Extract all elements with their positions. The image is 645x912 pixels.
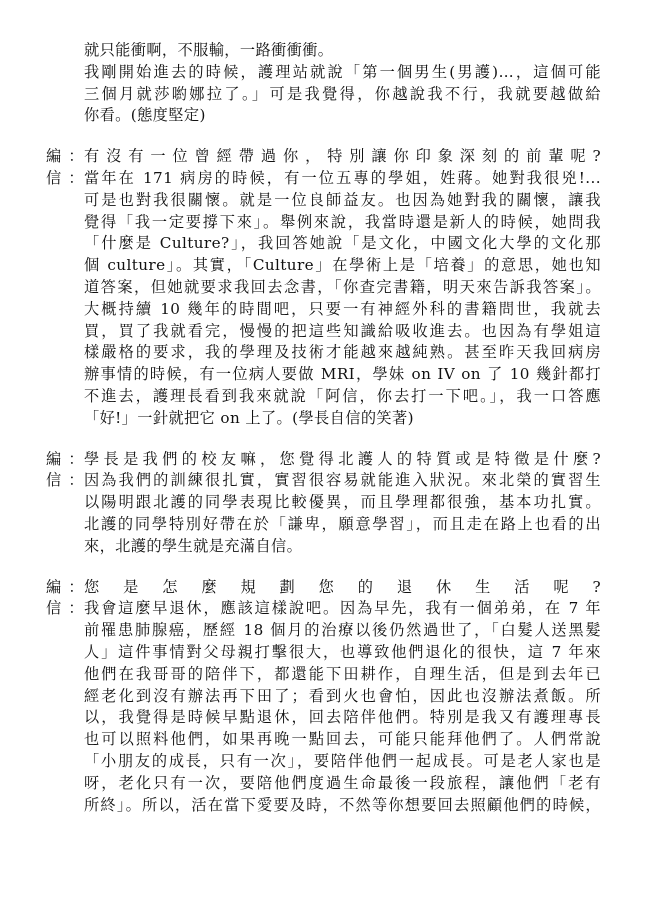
question-line: [46, 146, 601, 168]
intro-paragraph: [46, 40, 601, 127]
text-line: 他們在我哥哥的陪伴下，都還能下田耕作，自理生活，但是到去年已: [84, 664, 601, 683]
text-line: 經老化到沒有辦法再下田了；看到火也會怕，因此也沒辦法煮飯。所: [84, 686, 601, 705]
answer-speaker: 信：: [46, 599, 84, 618]
text-line: 我剛開始進去的時候，護理站就說「第一個男生(男護)…，這個可能: [84, 62, 601, 81]
question-speaker: 編：: [46, 147, 84, 166]
question-text: 有沒有一位曾經帶過你，特別讓你印象深刻的前輩呢?: [84, 147, 601, 166]
text-line: 北護的同學特別好帶在於「謙卑，願意學習」，而且走在路上也看的出: [84, 514, 601, 533]
text-line: 「什麼是 Culture?」，我回答她說「是文化，中國文化大學的文化那: [84, 234, 601, 253]
text-line: 買，買了我就看完，慢慢的把這些知識給吸收進去。也因為有學姐這: [84, 321, 601, 340]
question-speaker: 編：: [46, 577, 84, 596]
text-line: 你看。(態度堅定): [84, 106, 206, 125]
answer-line: [46, 168, 601, 190]
question-line: [46, 577, 601, 599]
paragraph-gap: [46, 127, 601, 146]
text-line: 以，我覺得是時候早點退休，回去陪伴他們。特別是我又有護理專長: [84, 708, 601, 727]
text-line: 不進去，護理長看到我來就說「阿信，你去打一下吧。」，我一口答應: [84, 386, 601, 405]
text-line: 辦事情的時候，有一位病人要做 MRI，學妹 on IV on 了 10 幾針都打: [84, 365, 601, 384]
answer-speaker: 信：: [46, 471, 84, 490]
answer-speaker: 信：: [46, 168, 84, 187]
text-line: 可是也對我很關懷。就是一位良師益友。也因為她對我的關懷，讓我: [84, 190, 601, 209]
question-line: [46, 449, 601, 471]
paragraph-gap: [46, 430, 601, 449]
text-line: 人」這件事情對父母親打擊很大，也導致他們退化的很快，這 7 年來: [84, 642, 601, 661]
qa-section: [46, 449, 601, 558]
answer-text: 當年在 171 病房的時候，有一位五專的學姐，姓蔣。她對我很兇!...: [84, 168, 601, 187]
text-line: 覺得「我一定要撐下來」。舉例來說，我當時還是新人的時候，她問我: [84, 212, 601, 231]
question-speaker: 編：: [46, 449, 84, 468]
text-line: 道答案，但她就要求我回去念書，「你查完書籍，明天來告訴我答案」。: [84, 277, 601, 296]
qa-section: [46, 577, 601, 817]
text-line: 「小朋友的成長，只有一次」，要陪伴他們一起成長。可是老人家也是: [84, 751, 601, 770]
paragraph-gap: [46, 558, 601, 577]
text-line: 呀，老化只有一次，要陪他們度過生命最後一段旅程，讓他們「老有: [84, 773, 601, 792]
answer-text: 因為我們的訓練很扎實，實習很容易就能進入狀況。來北榮的實習生: [84, 471, 601, 490]
text-line: 三個月就莎喲娜拉了。」可是我覺得，你越說我不行，我就要越做給: [84, 84, 601, 103]
text-line: 個 culture」。其實，「Culture」在學術上是「培養」的意思，她也知: [84, 256, 601, 275]
qa-section: [46, 146, 601, 429]
text-line: 大概持續 10 幾年的時間吧，只要一有神經外科的書籍問世，我就去: [84, 299, 601, 318]
answer-text: 我會這麼早退休，應該這樣說吧。因為早先，我有一個弟弟，在 7 年: [84, 599, 601, 618]
text-line: 來，北護的學生就是充滿自信。: [84, 536, 303, 555]
text-line: 以陽明跟北護的同學表現比較優異，而且學理都很強，基本功扎實。: [84, 493, 601, 512]
question-text: 學長是我們的校友嘛，您覺得北護人的特質或是特徵是什麼?: [84, 449, 601, 468]
text-line: 前罹患肺腺癌，歷經 18 個月的治療以後仍然過世了，「白髮人送黑髮: [84, 621, 601, 640]
text-line: 所終」。所以，活在當下愛要及時，不然等你想要回去照顧他們的時候，: [84, 795, 601, 814]
text-line: 「好!」一針就把它 on 上了。(學長自信的笑著): [84, 408, 414, 427]
answer-line: [46, 598, 601, 620]
text-line: 就只能衝啊，不服輸，一路衝衝衝。: [84, 41, 334, 59]
answer-line: [46, 470, 601, 492]
question-text: 您是怎麼規劃您的退休生活呢?: [84, 577, 601, 596]
text-line: 樣嚴格的要求，我的學理及技術才能越來越純熟。甚至昨天我回病房: [84, 343, 601, 362]
text-line: 也可以照料他們，如果再晚一點回去，可能只能拜他們了。人們常說: [84, 730, 601, 749]
